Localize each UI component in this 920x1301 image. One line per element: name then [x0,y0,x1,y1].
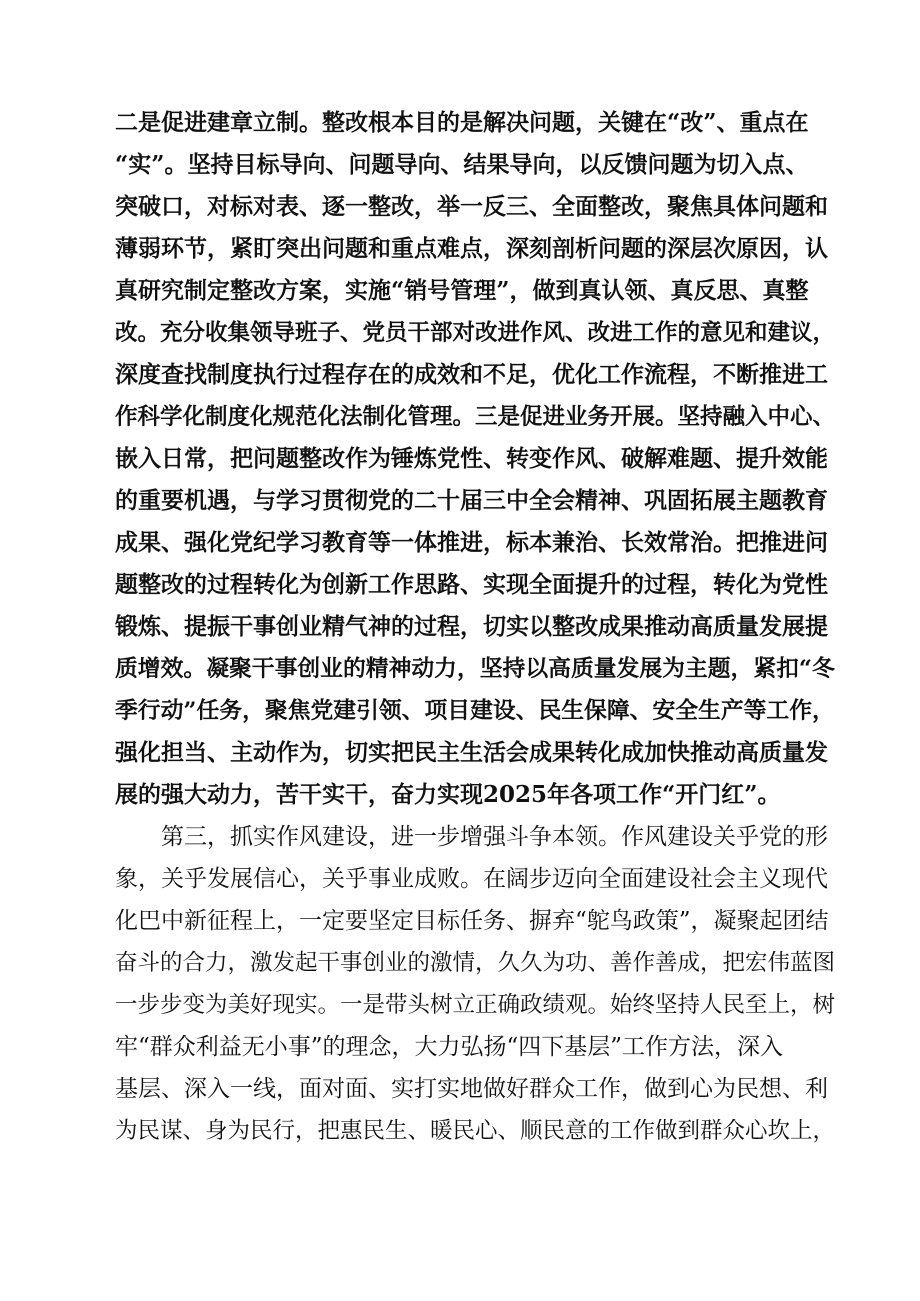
text-line: 季行动”任务，聚焦党建引领、项目建设、民生保障、安全生产等工作， [115,698,835,724]
text-line: 二是促进建章立制。整改根本目的是解决问题，关键在“改”、重点在 [115,109,809,136]
text-line: 牢“群众利益无小事”的理念，大力弘扬“四下基层”工作方法，深入 [115,1034,784,1060]
text-line: 嵌入日常，把问题整改作为锤炼党性、转变作风、破解难题、提升效能 [115,445,828,472]
text-line: 改。充分收集领导班子、党员干部对改进作风、改进工作的意见和建议， [115,320,835,346]
text-line: 锻炼、提振干事创业精气神的过程，切实以整改成果推动高质量发展提 [115,613,828,640]
text-line: 突破口，对标对表、逐一整改，举一反三、全面整改，聚焦具体问题和 [115,193,828,220]
text-line: 一步步变为美好现实。一是带头树立正确政绩观。始终坚持人民至上，树 [115,992,835,1018]
text-line: 成果、强化党纪学习教育等一体推进，标本兼治、长效常治。把推进问 [115,529,828,556]
text-line: 作科学化制度化规范化法制化管理。三是促进业务开展。坚持融入中心、 [115,404,835,430]
text-line: 题整改的过程转化为创新工作思路、实现全面提升的过程，转化为党性 [115,571,828,598]
text-line: 第三，抓实作风建设，进一步增强斗争本领。作风建设关乎党的形 [115,824,828,850]
text-line: 质增效。凝聚干事创业的精神动力，坚持以高质量发展为主题，紧扣“冬 [115,656,835,682]
text-line: 奋斗的合力，激发起干事创业的激情，久久为功、善作善成，把宏伟蓝图 [115,950,835,976]
text-line: 象，关乎发展信心，关乎事业成败。在阔步迈向全面建设社会主义现代 [115,866,828,892]
text-line: “实”。坚持目标导向、问题导向、结果导向，以反馈问题为切入点、 [115,151,809,178]
text-line: 展的强大动力，苦干实干，奋力实现2025年各项工作“开门红”。 [115,781,781,808]
text-line: 为民谋、身为民行，把惠民生、暖民心、顺民意的工作做到群众心坎上， [115,1118,835,1144]
text-line: 薄弱环节，紧盯突出问题和重点难点，深刻剖析问题的深层次原因，认 [115,235,828,262]
text-line: 的重要机遇，与学习贯彻党的二十届三中全会精神、巩固拓展主题教育 [115,487,828,514]
text-line: 强化担当、主动作为，切实把民主生活会成果转化成加快推动高质量发 [115,739,828,766]
document-body [115,102,835,1152]
text-line: 化巴中新征程上，一定要坚定目标任务、摒弃“鸵鸟政策”，凝聚起团结 [115,908,829,934]
text-line: 基层、深入一线，面对面、实打实地做好群众工作，做到心为民想、利 [115,1076,828,1102]
text-line: 深度查找制度执行过程存在的成效和不足，优化工作流程，不断推进工 [115,361,828,388]
text-line: 真研究制定整改方案，实施“销号管理”，做到真认领、真反思、真整 [115,277,809,304]
